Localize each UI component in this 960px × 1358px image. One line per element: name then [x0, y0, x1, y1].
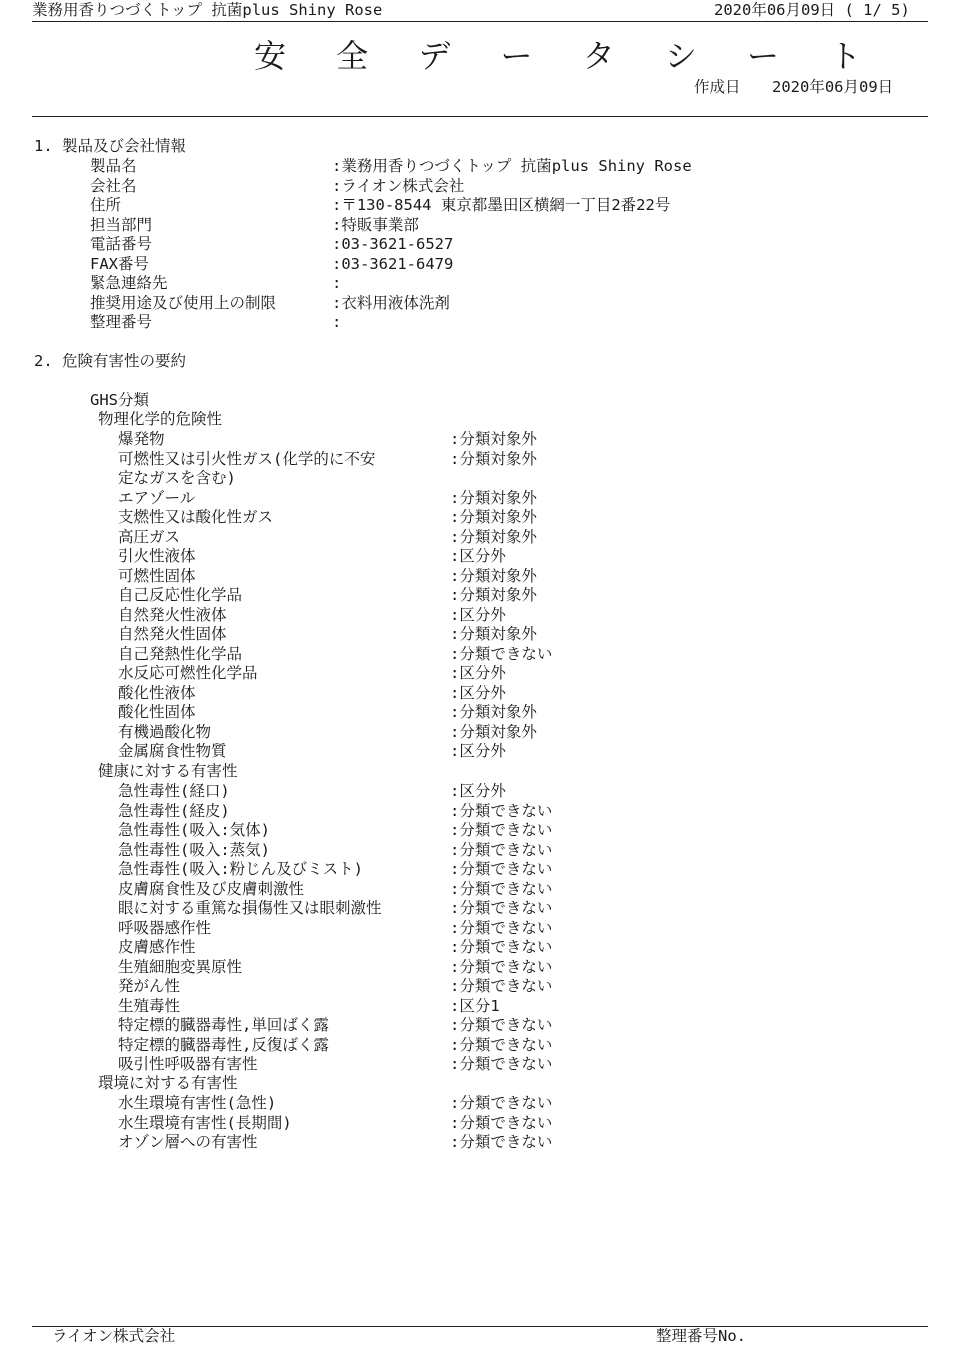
- list-item: [0, 1036, 960, 1056]
- item-label: 自己反応性化学品: [118, 586, 243, 604]
- item-value: :区分外: [450, 664, 506, 682]
- list-item: [0, 703, 960, 723]
- list-item: [0, 958, 960, 978]
- item-label: 引火性液体: [118, 547, 196, 565]
- list-item: [0, 1114, 960, 1134]
- item-label: 発がん性: [118, 977, 181, 995]
- item-label: 支燃性又は酸化性ガス: [118, 508, 274, 526]
- list-item: [0, 899, 960, 919]
- item-value: :分類対象外: [450, 527, 537, 546]
- item-value: :業務用香りつづくトップ 抗菌plus Shiny Rose: [332, 157, 692, 175]
- item-label: 爆発物: [118, 430, 165, 448]
- item-value: :分類対象外: [450, 586, 537, 604]
- item-value: :分類対象外: [450, 488, 537, 507]
- item-label: 高圧ガス: [118, 527, 181, 546]
- item-label: 急性毒性(吸入:気体): [118, 821, 270, 839]
- item-value: :分類できない: [450, 840, 553, 859]
- item-label: 生殖細胞変異原性: [118, 957, 243, 976]
- list-item: [0, 997, 960, 1017]
- list-item: [0, 919, 960, 939]
- header-date-page: 2020年06月09日 ( 1/ 5): [714, 1, 910, 19]
- list-item: [0, 821, 960, 841]
- item-label: 自然発火性液体: [118, 605, 227, 624]
- item-label: オゾン層への有害性: [118, 1133, 258, 1151]
- item-value: :分類できない: [450, 644, 553, 663]
- item-label: 酸化性固体: [118, 703, 196, 721]
- item-label: 製品名: [90, 157, 137, 175]
- list-item: [0, 469, 960, 489]
- item-value: :分類できない: [450, 1055, 553, 1073]
- item-label: 特定標的臓器毒性,反復ばく露: [118, 1035, 329, 1054]
- item-label: 住所: [90, 196, 122, 214]
- footer-ref-label: 整理番号No.: [656, 1327, 746, 1345]
- item-value: :〒130-8544 東京都墨田区横網一丁目2番22号: [332, 196, 671, 214]
- header-product-title: 業務用香りつづくトップ 抗菌plus Shiny Rose: [32, 1, 383, 19]
- item-value: :衣料用液体洗剤: [332, 293, 450, 312]
- list-item: [0, 742, 960, 762]
- environment-hazards-heading: 環境に対する有害性: [98, 1074, 238, 1092]
- list-item: [0, 1055, 960, 1075]
- section2-heading: 2. 危険有害性の要約: [34, 352, 186, 370]
- list-item: [0, 528, 960, 548]
- item-label: 酸化性液体: [118, 683, 196, 702]
- item-label: 推奨用途及び使用上の制限: [90, 293, 277, 312]
- list-item: [0, 567, 960, 587]
- list-item: [0, 938, 960, 958]
- item-value: :分類対象外: [450, 449, 537, 468]
- title-rule: [32, 116, 928, 117]
- item-value: :分類対象外: [450, 566, 537, 585]
- item-value: :分類できない: [450, 1016, 553, 1034]
- item-value: :区分外: [450, 683, 506, 702]
- list-item: [0, 1094, 960, 1114]
- item-value: :03-3621-6479: [332, 254, 454, 273]
- list-item: [0, 977, 960, 997]
- item-value: :分類対象外: [450, 430, 537, 448]
- item-label: 眼に対する重篤な損傷性又は眼刺激性: [118, 899, 382, 917]
- item-value: :分類できない: [450, 1094, 553, 1112]
- item-label: 水生環境有害性(長期間): [118, 1113, 292, 1132]
- list-item: [0, 586, 960, 606]
- item-label: 有機過酸化物: [118, 722, 212, 741]
- item-label: 皮膚腐食性及び皮膚刺激性: [118, 879, 305, 898]
- list-item: [0, 723, 960, 743]
- list-item: [0, 216, 960, 236]
- item-label: 吸引性呼吸器有害性: [118, 1055, 258, 1073]
- item-value: :03-3621-6527: [332, 235, 454, 253]
- list-item: [0, 294, 960, 314]
- list-item: [0, 235, 960, 255]
- list-item: [0, 157, 960, 177]
- physical-hazards-heading: 物理化学的危険性: [98, 410, 223, 428]
- item-label: 可燃性又は引火性ガス(化学的に不安: [118, 449, 376, 468]
- item-value: :区分外: [450, 742, 506, 760]
- list-item: [0, 313, 960, 333]
- item-label: 呼吸器感作性: [118, 918, 212, 937]
- list-item: [0, 606, 960, 626]
- footer-company: ライオン株式会社: [52, 1327, 176, 1345]
- item-value: :区分外: [450, 605, 506, 624]
- item-value: :分類できない: [450, 1035, 553, 1054]
- item-label: 整理番号: [90, 313, 153, 331]
- list-item: [0, 489, 960, 509]
- created-date: 2020年06月09日: [772, 78, 894, 96]
- list-item: [0, 625, 960, 645]
- item-label: 急性毒性(経皮): [118, 801, 230, 820]
- list-item: [0, 880, 960, 900]
- list-item: [0, 430, 960, 450]
- item-label: 急性毒性(吸入:粉じん及びミスト): [118, 860, 363, 878]
- item-value: :分類できない: [450, 1133, 553, 1151]
- item-label: 電話番号: [90, 235, 153, 253]
- item-value: :ライオン株式会社: [332, 176, 465, 195]
- item-value: :分類できない: [450, 821, 553, 839]
- item-value: :分類対象外: [450, 625, 537, 643]
- list-item: [0, 841, 960, 861]
- list-item: [0, 508, 960, 528]
- item-value: :区分1: [450, 996, 500, 1015]
- item-label: 皮膚感作性: [118, 938, 196, 956]
- item-value: :分類できない: [450, 1113, 553, 1132]
- item-label: 可燃性固体: [118, 566, 196, 585]
- item-label: 水生環境有害性(急性): [118, 1094, 277, 1112]
- item-value: :分類できない: [450, 957, 553, 976]
- list-item: [0, 645, 960, 665]
- list-item: [0, 1016, 960, 1036]
- ghs-label: GHS分類: [90, 391, 149, 409]
- item-label: 担当部門: [90, 215, 153, 234]
- item-label: 自己発熱性化学品: [118, 644, 243, 663]
- list-item: [0, 664, 960, 684]
- list-item: [0, 274, 960, 294]
- item-label: 急性毒性(吸入:蒸気): [118, 840, 270, 859]
- list-item: [0, 860, 960, 880]
- item-label: 急性毒性(経口): [118, 782, 230, 800]
- list-item: [0, 1133, 960, 1153]
- item-value: :分類できない: [450, 801, 553, 820]
- item-value: :区分外: [450, 782, 506, 800]
- list-item: [0, 177, 960, 197]
- item-label: エアゾール: [118, 488, 196, 507]
- item-label: 定なガスを含む): [118, 469, 236, 487]
- list-item: [0, 255, 960, 275]
- item-value: :分類対象外: [450, 722, 537, 741]
- item-value: :分類対象外: [450, 703, 537, 721]
- item-label: 緊急連絡先: [90, 274, 168, 292]
- item-label: 自然発火性固体: [118, 625, 227, 643]
- item-value: :分類できない: [450, 938, 553, 956]
- list-item: [0, 450, 960, 470]
- list-item: [0, 782, 960, 802]
- item-value: :分類できない: [450, 879, 553, 898]
- section1-heading: 1. 製品及び会社情報: [34, 137, 186, 155]
- item-label: 特定標的臓器毒性,単回ばく露: [118, 1016, 329, 1034]
- item-value: :分類できない: [450, 918, 553, 937]
- page-title: 安 全 デ ー タ シ ー ト: [254, 37, 882, 75]
- item-value: :分類できない: [450, 977, 553, 995]
- item-value: :分類できない: [450, 899, 553, 917]
- list-item: [0, 802, 960, 822]
- item-label: FAX番号: [90, 254, 149, 273]
- health-hazards-heading: 健康に対する有害性: [98, 762, 238, 780]
- item-label: 金属腐食性物質: [118, 742, 227, 760]
- header-rule: [32, 21, 928, 22]
- item-value: :: [332, 274, 342, 292]
- item-value: :区分外: [450, 547, 506, 565]
- list-item: [0, 196, 960, 216]
- item-label: 会社名: [90, 176, 137, 195]
- item-value: :特販事業部: [332, 215, 419, 234]
- created-label: 作成日: [694, 78, 741, 96]
- item-value: :分類できない: [450, 860, 553, 878]
- item-value: :: [332, 313, 342, 331]
- item-value: :分類対象外: [450, 508, 537, 526]
- list-item: [0, 547, 960, 567]
- item-label: 生殖毒性: [118, 996, 181, 1015]
- list-item: [0, 684, 960, 704]
- item-label: 水反応可燃性化学品: [118, 664, 258, 682]
